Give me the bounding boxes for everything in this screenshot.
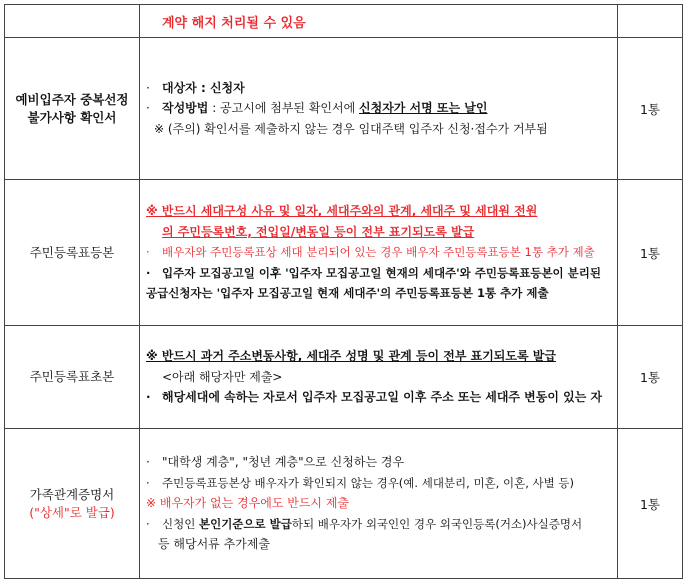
qty-cell: 1통 (618, 180, 683, 326)
list-item: · 주민등록표등본상 배우자가 확인되지 않는 경우(예. 세대분리, 미혼, 이혼, 사별 등) (146, 475, 574, 490)
doc-name-cell: 주민등록표초본 (5, 326, 140, 429)
doc-name-line1: 예비입주자 중복선정 (15, 91, 129, 107)
notice-cell (140, 5, 618, 38)
table-row (5, 429, 683, 579)
table-row (5, 180, 683, 326)
list-item: · 대상자 : 신청자 (146, 80, 245, 95)
doc-name-sub: ("상세"로 발급) (29, 504, 115, 520)
doc-cell-empty (5, 5, 140, 38)
doc-name-cell (5, 38, 140, 180)
doc-name: 가족관계증명서 (29, 486, 115, 502)
warning-note: ※ (주의) 확인서를 제출하지 않는 경우 임대주택 입주자 신청·접수가 거부됨 (154, 121, 548, 136)
list-item: · 신청인 본인기준으로 발급하되 배우자가 외국인인 경우 외국인등록(거소)사실증명서 (146, 516, 583, 531)
requirements-cell (140, 38, 618, 180)
list-item-continued: 공급신청자는 '입주자 모집공고일 현재 세대주'의 주민등록표등본 1통 추가 제출 (146, 286, 549, 301)
red-notice-line2: 의 주민등록번호, 전입일/변동일 등이 전부 표기되도록 발급 (162, 224, 475, 239)
table-row (5, 326, 683, 429)
list-item: · 입주자 모집공고일 이후 '입주자 모집공고일 현재의 세대주'와 주민등록표등본이 분리된 (146, 265, 601, 280)
red-notice-line1: ※ 반드시 세대구성 사유 및 일자, 세대주와의 관계, 세대주 및 세대원 전원 (146, 204, 538, 219)
list-item: · "대학생 계층", "청년 계층"으로 신청하는 경우 (146, 455, 405, 470)
list-item: · 배우자와 주민등록표상 세대 분리되어 있는 경우 배우자 주민등록표등본 1통 추가 제출 (146, 245, 595, 260)
qty-cell: 1통 (618, 429, 683, 579)
qty-cell-empty (618, 5, 683, 38)
bold-notice: ※ 반드시 과거 주소변동사항, 세대주 성명 및 관계 등이 전부 표기되도록 발급 (146, 349, 556, 364)
requirements-cell (140, 326, 618, 429)
doc-name-cell (5, 429, 140, 579)
qty-cell: 1통 (618, 38, 683, 180)
termination-notice: 계약 해지 처리될 수 있음 (162, 15, 306, 31)
table-row (5, 5, 683, 38)
qty-cell: 1통 (618, 326, 683, 429)
requirements-cell (140, 429, 618, 579)
list-item: · 작성방법 : 공고시에 첨부된 확인서에 신청자가 서명 또는 날인 (146, 101, 488, 116)
doc-name-line2: 불가사항 확인서 (27, 109, 117, 125)
requirements-cell (140, 180, 618, 326)
list-item: · 해당세대에 속하는 자로서 입주자 모집공고일 이후 주소 또는 세대주 변동이 있는 자 (146, 390, 603, 405)
note-line: <아래 해당자만 제출> (162, 369, 283, 384)
documents-table (4, 4, 683, 579)
red-notice: ※ 배우자가 없는 경우에도 반드시 제출 (146, 496, 350, 511)
list-item-continued: 등 해당서류 추가제출 (158, 537, 270, 552)
doc-name-cell: 주민등록표등본 (5, 180, 140, 326)
table-row (5, 38, 683, 180)
